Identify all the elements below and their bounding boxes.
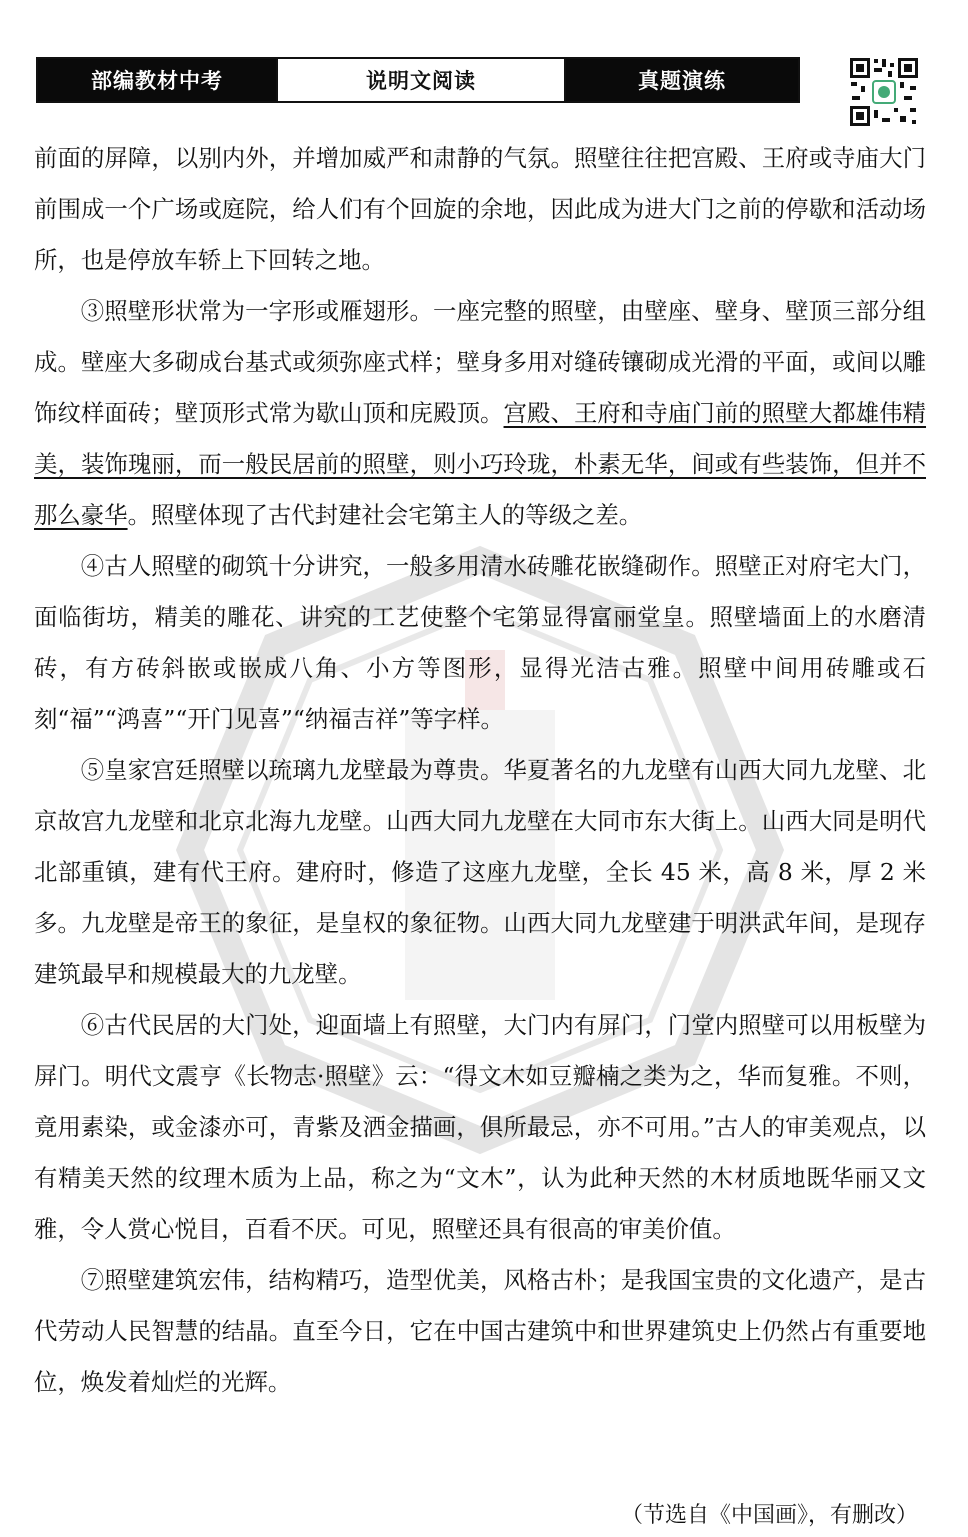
paragraph-3 xyxy=(34,286,926,541)
underlined-sentence: 宫殿、王府和寺庙门前的照壁大都雄伟精美，装饰瑰丽，而一般民居前的照壁，则小巧玲珑，朴素无华，间或有些装饰，但并不那么豪华 xyxy=(34,399,927,529)
article-body xyxy=(34,133,926,1408)
header-right: 真题演练 xyxy=(566,59,798,101)
qr-code-icon[interactable] xyxy=(848,56,920,128)
paragraph-3-tail: 。照壁体现了古代封建社会宅第主人的等级之差。 xyxy=(127,501,643,529)
header-bar xyxy=(36,57,800,103)
source-citation: （节选自《中国画》，有删改） xyxy=(620,1503,918,1528)
paragraph-6: ⑥古代民居的大门处，迎面墙上有照壁，大门内有屏门，门堂内照壁可以用板壁为屏门。明代文震亨《长物志·照壁》云：“得文木如豆瓣楠之类为之，华而复雅。不则，竟用素染，或金漆亦可，青紫及洒金描画，俱所最忌，亦不可用。”古人的审美观点，以有精美天然的纹理木质为上品，称之为“文木”，认为此种天然的木材质地既华丽又文雅，令人赏心悦目，百看不厌。可见，照壁还具有很高的审美价值。 xyxy=(34,1011,926,1243)
paragraph-3-text: ③照壁形状常为一字形或雁翅形。一座完整的照壁，由壁座、壁身、壁顶三部分组成。壁座大多砌成台基式或须弥座式样；壁身多用对缝砖镶砌成光滑的平面，或间以雕饰纹样面砖；壁顶形式常为歇山顶和庑殿顶。 xyxy=(34,297,926,427)
paragraph-4: ④古人照壁的砌筑十分讲究，一般多用清水砖雕花嵌缝砌作。照壁正对府宅大门，面临街坊，精美的雕花、讲究的工艺使整个宅第显得富丽堂皇。照壁墙面上的水磨清砖，有方砖斜嵌或嵌成八角、小方等图形，显得光洁古雅。照壁中间用砖雕或石刻“福”“鸿喜”“开门见喜”“纳福吉祥”等字样。 xyxy=(34,552,926,733)
paragraph-intro: 前面的屏障，以别内外，并增加威严和肃静的气氛。照壁往往把宫殿、王府或寺庙大门前围成一个广场或庭院，给人们有个回旋的余地，因此成为进大门之前的停歇和活动场所，也是停放车轿上下回转之地。 xyxy=(34,144,926,274)
header-left: 部编教材中考 xyxy=(38,59,276,101)
paragraph-7: ⑦照壁建筑宏伟，结构精巧，造型优美，风格古朴；是我国宝贵的文化遗产，是古代劳动人民智慧的结晶。直至今日，它在中国古建筑中和世界建筑史上仍然占有重要地位，焕发着灿烂的光辉。 xyxy=(34,1266,926,1396)
paragraph-5: ⑤皇家宫廷照壁以琉璃九龙壁最为尊贵。华夏著名的九龙壁有山西大同九龙壁、北京故宫九龙壁和北京北海九龙壁。山西大同九龙壁在大同市东大街上。山西大同是明代北部重镇，建有代王府。建府时，修造了这座九龙壁，全长 45 米，高 8 米，厚 2 米多。九龙壁是帝王的象征，是皇权的象征物。山西大同九龙壁建于明洪武年间，是现存建筑最早和规模最大的九龙壁。 xyxy=(34,756,926,988)
header-title: 说明文阅读 xyxy=(276,59,566,101)
